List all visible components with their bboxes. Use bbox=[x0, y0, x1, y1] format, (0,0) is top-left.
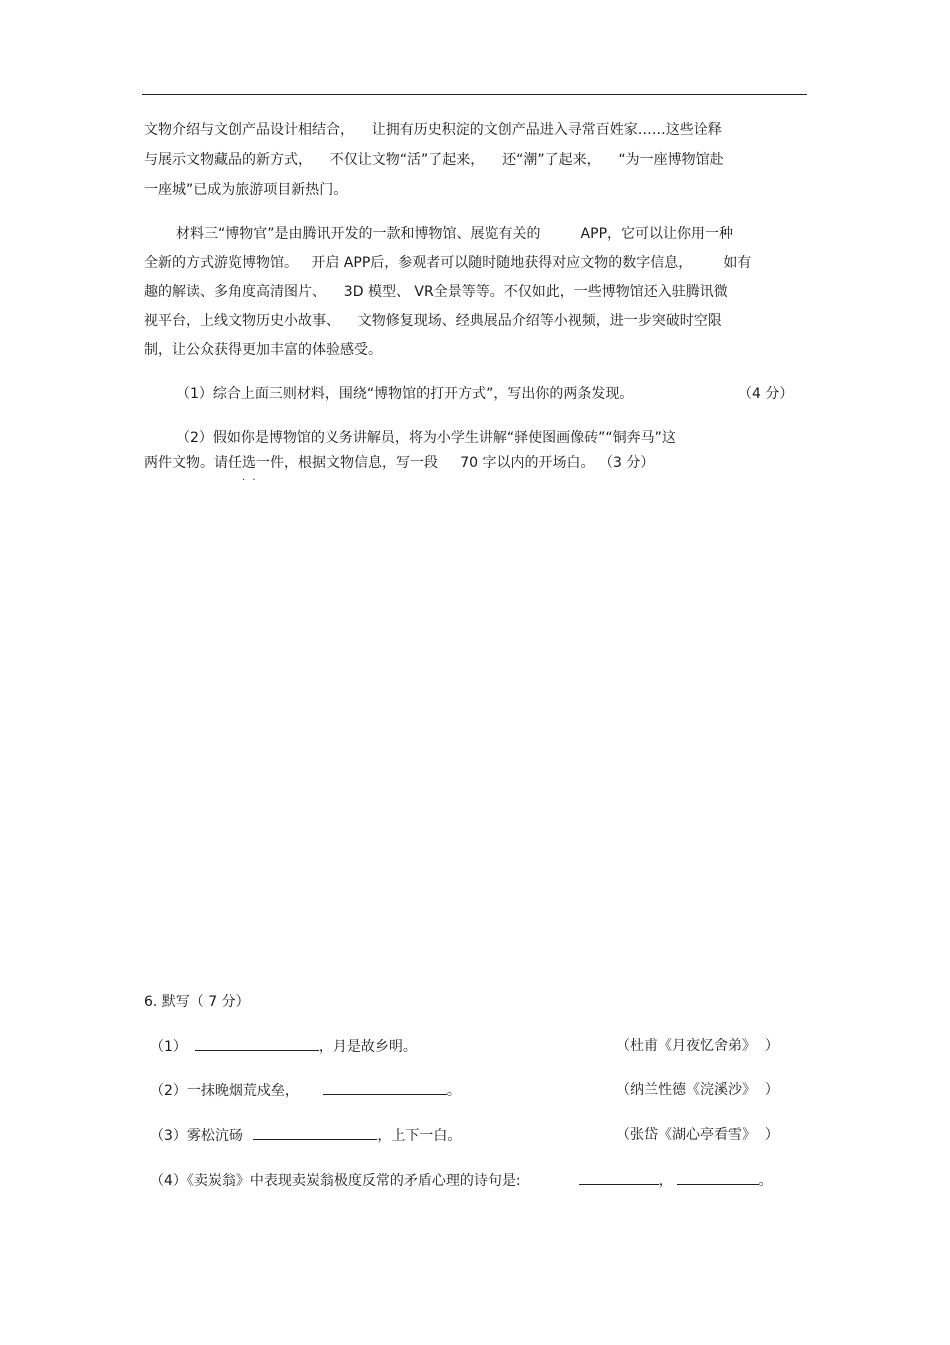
para2-line4: 视平台，上线文物历史小故事、 文物修复现场、经典展品介绍等小视频，进一步突破时空限 bbox=[144, 313, 722, 329]
dictation-item-2 bbox=[150, 1080, 461, 1101]
question-1: （1）综合上面三则材料，围绕“博物馆的打开方式”，写出你的两条发现。 bbox=[176, 386, 634, 402]
dictation-item-1 bbox=[150, 1036, 417, 1057]
dictation-item-4 bbox=[150, 1170, 773, 1191]
para1-line1: 文物介绍与文创产品设计相结合， 让拥有历史积淀的文创产品进入寻常百姓家……这些诠释 bbox=[144, 122, 722, 138]
answer-blank[interactable] bbox=[195, 1036, 319, 1051]
item-pre: 一抹晚烟荒戍垒， bbox=[186, 1083, 299, 1099]
section-6-title: 6. 默写（ 7 分） bbox=[144, 994, 250, 1010]
para2-line2: 全新的方式游览博物馆。 开启 APP后，参观者可以随时随地获得对应文物的数字信息， 如有 bbox=[144, 255, 752, 271]
item-number: （4） bbox=[150, 1173, 187, 1189]
emphasis-dot-mark: 选 · · bbox=[242, 455, 256, 471]
question-2-line1: （2）假如你是博物馆的义务讲解员，将为小学生讲解“驿使图画像砖”“铜奔马”这 bbox=[176, 430, 676, 446]
dictation-item-3 bbox=[150, 1125, 461, 1146]
para1-line3: 一座城”已成为旅游项目新热门。 bbox=[144, 182, 348, 198]
item-pre: 雾松沆砀 bbox=[186, 1128, 248, 1144]
answer-blank[interactable] bbox=[323, 1080, 447, 1095]
header-rule bbox=[142, 94, 807, 95]
item-number: （2） bbox=[150, 1083, 187, 1099]
item-number: （1） bbox=[150, 1039, 187, 1055]
item-post: ，月是故乡明。 bbox=[318, 1039, 417, 1055]
q2-text-c: 一件，根据文物信息，写一段 70 字以内的开场白。 （3 分） bbox=[256, 455, 655, 471]
item-number: （3） bbox=[150, 1128, 187, 1144]
question-2-line2 bbox=[144, 453, 654, 473]
item-post: 。 bbox=[446, 1083, 461, 1099]
para2-line3: 趣的解读、多角度高清图片、 3D 模型、 VR全景等等。不仅如此，一些博物馆还入驻腾讯微 bbox=[144, 284, 728, 300]
item-post: 。 bbox=[758, 1173, 773, 1189]
answer-blank[interactable] bbox=[677, 1170, 759, 1185]
para2-line1: 材料三“博物官”是由腾讯开发的一款和博物馆、展览有关的 APP，它可以让你用一种 bbox=[176, 226, 734, 242]
item-mid: ， bbox=[658, 1173, 673, 1189]
para2-line5: 制，让公众获得更加丰富的体验感受。 bbox=[144, 342, 382, 358]
answer-blank[interactable] bbox=[579, 1170, 659, 1185]
para1-line2: 与展示文物藏品的新方式， 不仅让文物“活”了起来， 还“潮”了起来， “为一座博物馆赴 bbox=[144, 152, 724, 168]
dictation-source-3: （张岱《湖心亭看雪》 ） bbox=[616, 1127, 779, 1143]
q2-text-a: 两件文物。请任 bbox=[144, 455, 242, 471]
item-post: ，上下一白。 bbox=[377, 1128, 462, 1144]
answer-blank[interactable] bbox=[253, 1125, 377, 1140]
item-pre: 《卖炭翁》中表现卖炭翁极度反常的矛盾心理的诗句是: bbox=[186, 1173, 521, 1189]
question-1-score: （4 分） bbox=[738, 386, 794, 402]
dictation-source-2: （纳兰性德《浣溪沙》 ） bbox=[616, 1082, 779, 1098]
dictation-source-1: （杜甫《月夜忆舍弟》 ） bbox=[616, 1038, 779, 1054]
